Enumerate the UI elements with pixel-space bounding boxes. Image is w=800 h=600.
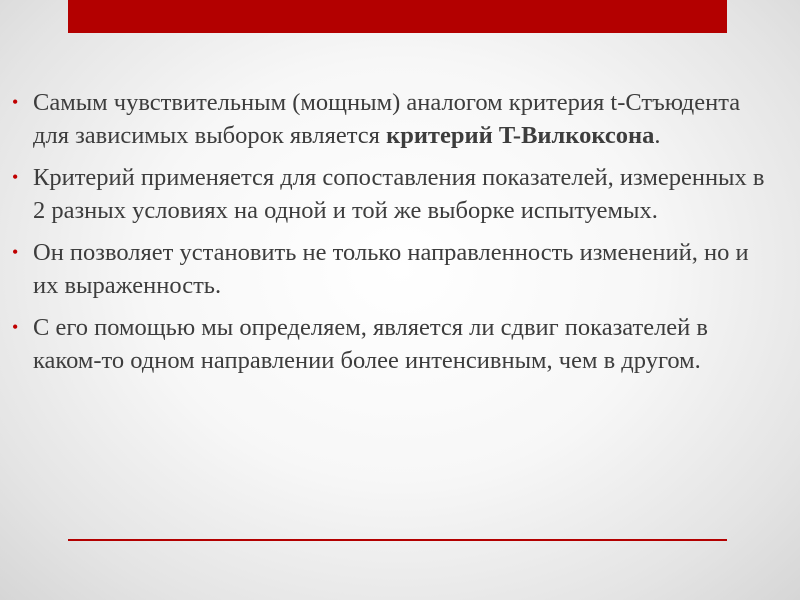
bullet-text-3: Он позволяет установить не только направленность изменений, но и их выраженность.: [33, 239, 749, 299]
slide-content: [10, 86, 780, 386]
bullet-text-2: Критерий применяется для сопоставления показателей, измеренных в 2 разных условиях на одной и той же выборке испытуемых.: [33, 164, 765, 224]
bottom-accent-line: [68, 539, 727, 541]
bullet-text-4: С его помощью мы определяем, является ли сдвиг показателей в каком-то одном направлении более интенсивным, чем в другом.: [33, 314, 708, 374]
bullet-text-1-start: Самым чувствительным (мощным) аналогом критерия t-Стъюдента для зависимых выборок является: [33, 89, 741, 149]
bullet-icon: •: [12, 167, 19, 187]
bullet-item-2: [10, 161, 780, 227]
bullet-icon: •: [12, 317, 19, 337]
bullet-icon: •: [12, 92, 19, 112]
bullet-item-4: [10, 311, 780, 377]
top-accent-bar: [68, 0, 727, 33]
bullet-item-3: [10, 236, 780, 302]
bullet-item-1: [10, 86, 780, 152]
bullet-text-1-bold: критерий T-Вилкоксона: [386, 122, 655, 149]
bullet-list: [10, 86, 780, 377]
bullet-icon: •: [12, 242, 19, 262]
bullet-text-1-end: .: [654, 122, 661, 149]
